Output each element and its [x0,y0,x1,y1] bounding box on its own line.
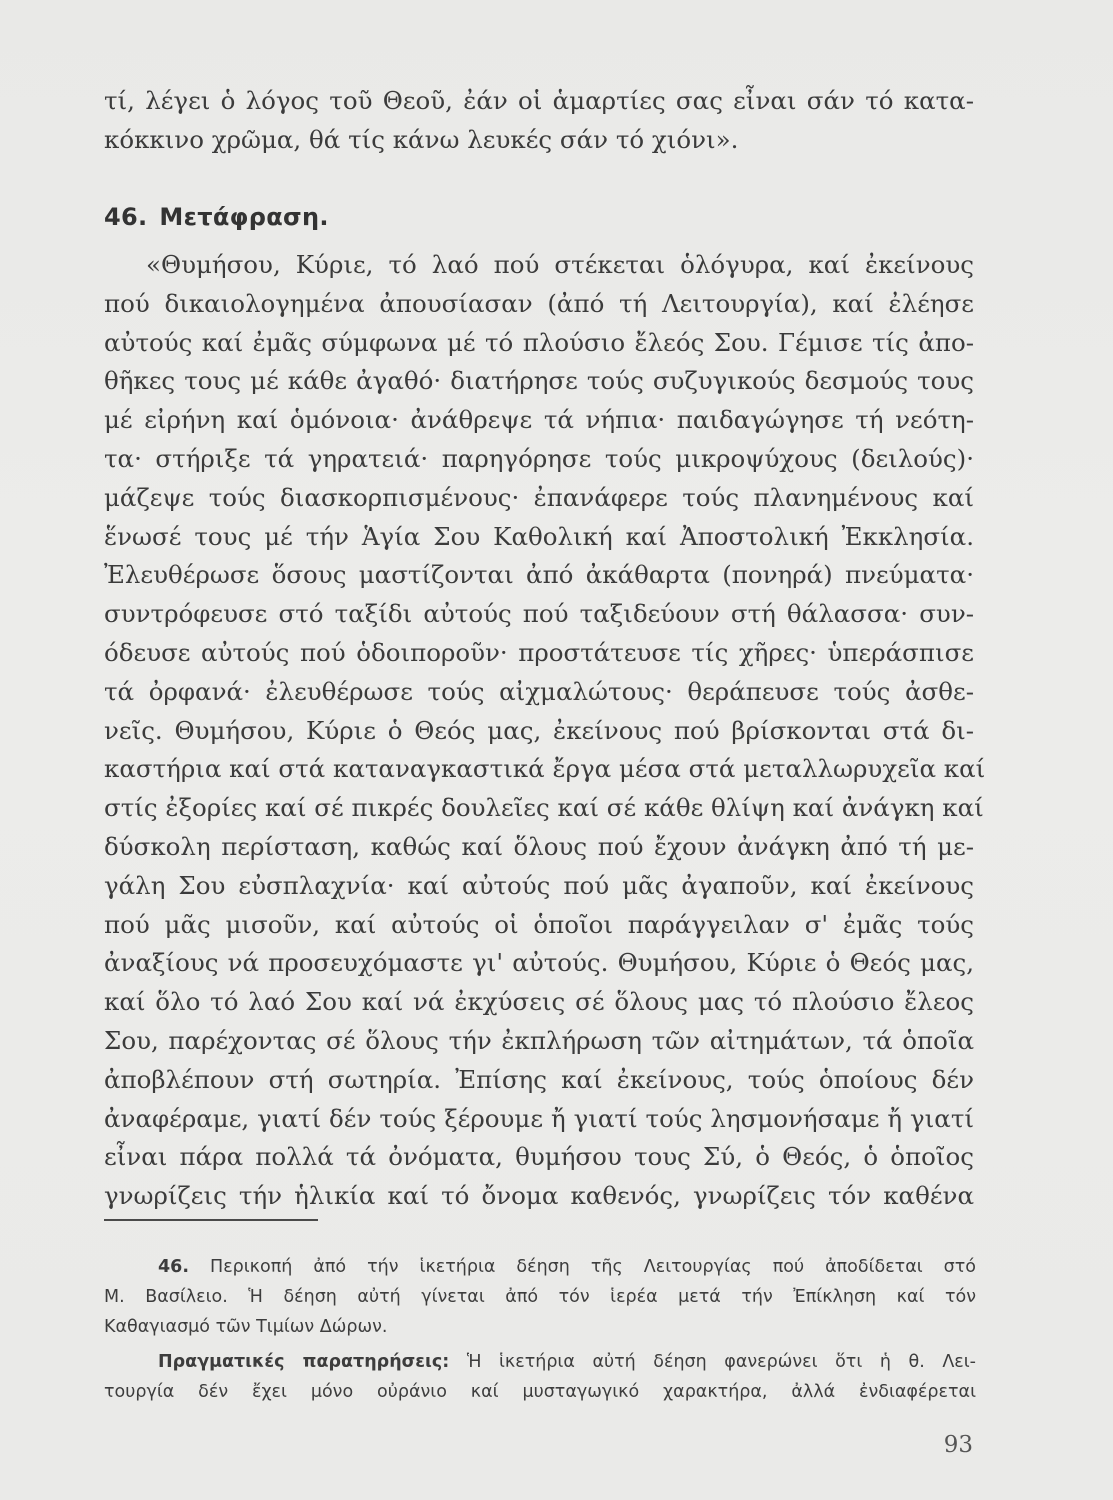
text-line: όδευσε αὐτούς πού ὁδοιποροῦν· προστάτευσε τίς χῆρες· ὑπεράσπισε [104,637,974,667]
text-line: συντρόφευσε στό ταξίδι αὐτούς πού ταξιδεύουν στή θάλασσα· συν- [104,599,974,629]
footnote-46 [104,1252,976,1342]
text-line: τί, λέγει ὁ λόγος τοῦ Θεοῦ, ἐάν οἱ ἁμαρτίες σας εἶναι σάν τό κατα- [104,86,974,115]
text-line: θῆκες τους μέ κάθε ἀγαθό· διατήρησε τούς συζυγικούς δεσμούς τους [104,366,974,396]
footnote-divider [104,1219,318,1221]
page-number: 93 [943,1432,973,1458]
text-line: ἀναξίους νά προσευχόμαστε γι' αὐτούς. Θυμήσου, Κύριε ὁ Θεός μας, [104,948,974,978]
text-line: πού μᾶς μισοῦν, καί αὐτούς οἱ ὁποῖοι παράγγειλαν σ' ἐμᾶς τούς [104,909,974,939]
footnote-line: Καθαγιασμό τῶν Τιμίων Δώρων. [104,1317,388,1337]
text-line: γάλη Σου εὐσπλαχνία· καί αὐτούς πού μᾶς ἀγαποῦν, καί ἐκείνους [104,870,974,900]
text-line: μέ εἰρήνη καί ὁμόνοια· ἀνάθρεψε τά νήπια· παιδαγώγησε τή νεότη- [104,405,974,435]
text-line: καστήρια καί στά καταναγκαστικά ἔργα μέσα στά μεταλλωρυχεῖα καί [104,754,986,784]
text-line: ἀποβλέπουν στή σωτηρία. Ἐπίσης καί ἐκείνους, τούς ὁποίους δέν [104,1064,974,1094]
text-line: πού δικαιολογημένα ἀπουσίασαν (ἀπό τή Λειτουργία), καί ἐλέησε [104,288,974,318]
text-line: δύσκολη περίσταση, καθώς καί ὅλους πού ἔχουν ἀνάγκη ἀπό τή με- [104,831,974,861]
section-number: 46. [104,203,148,231]
text-line: ἀναφέραμε, γιατί δέν τούς ξέρουμε ἤ γιατί τούς λησμονήσαμε ἤ γιατί [104,1103,974,1133]
text-line: καί ὅλο τό λαό Σου καί νά ἐκχύσεις σέ ὅλους μας τό πλούσιο ἔλεος [104,987,974,1017]
translation-passage [104,246,986,1216]
text-line: κόκκινο χρῶμα, θά τίς κάνω λευκές σάν τό χιόνι». [104,124,739,154]
text-line: τά ὀρφανά· ἐλευθέρωσε τούς αἰχμαλώτους· θεράπευσε τούς ἀσθε- [104,676,974,706]
footnote-line: Μ. Βασίλειο. Ἡ δέηση αὐτή γίνεται ἀπό τόν ἱερέα μετά τήν Ἐπίκληση καί τόν [104,1287,976,1307]
text-line: γνωρίζεις τήν ἡλικία καί τό ὄνομα καθενός, γνωρίζεις τόν καθένα [104,1181,974,1211]
footnote-label: Πραγματικές παρατηρήσεις: [158,1352,450,1372]
text-line: αὐτούς καί ἐμᾶς σύμφωνα μέ τό πλούσιο ἔλεός Σου. Γέμισε τίς ἀπο- [104,327,974,357]
text-line: Σου, παρέχοντας σέ ὅλους τήν ἐκπλήρωση τῶν αἰτημάτων, τά ὁποῖα [104,1025,974,1055]
intro-paragraph [104,82,974,160]
footnote-line: Πραγματικές παρατηρήσεις: Ἡ ἱκετήρια αὐτή δέηση φανερώνει ὅτι ἡ θ. Λει- [158,1352,976,1372]
text-line: στίς ἐξορίες καί σέ πικρές δουλεῖες καί σέ κάθε θλίψη καί ἀνάγκη καί [104,793,984,823]
footnote-practical-observations [104,1347,976,1407]
section-title: Μετάφραση. [159,203,329,231]
footnote-line: τουργία δέν ἔχει μόνο οὐράνιο καί μυσταγωγικό χαρακτήρα, ἀλλά ἐνδιαφέρεται [104,1382,976,1402]
text-line: «Θυμήσου, Κύριε, τό λαό πού στέκεται ὁλόγυρα, καί ἐκείνους [146,250,974,279]
footnote-number: 46. [158,1257,190,1277]
text-line: νεῖς. Θυμήσου, Κύριε ὁ Θεός μας, ἐκείνους πού βρίσκονται στά δι- [104,715,974,745]
text-line: τα· στήριξε τά γηρατειά· παρηγόρησε τούς μικροψύχους (δειλούς)· [104,443,974,473]
section-heading [104,203,329,231]
text-line: Ἐλευθέρωσε ὅσους μαστίζονται ἀπό ἀκάθαρτα (πονηρά) πνεύματα· [104,560,974,590]
text-line: μάζεψε τούς διασκορπισμένους· ἐπανάφερε τούς πλανημένους καί [104,482,974,512]
footnote-line: 46. Περικοπή ἀπό τήν ἱκετήρια δέηση τῆς Λειτουργίας πού ἀποδίδεται στό [158,1257,976,1277]
text-line: ἕνωσέ τους μέ τήν Ἁγία Σου Καθολική καί Ἀποστολική Ἐκκλησία. [104,521,974,551]
text-line: εἶναι πάρα πολλά τά ὀνόματα, θυμήσου τους Σύ, ὁ Θεός, ὁ ὁποῖος [104,1142,974,1172]
